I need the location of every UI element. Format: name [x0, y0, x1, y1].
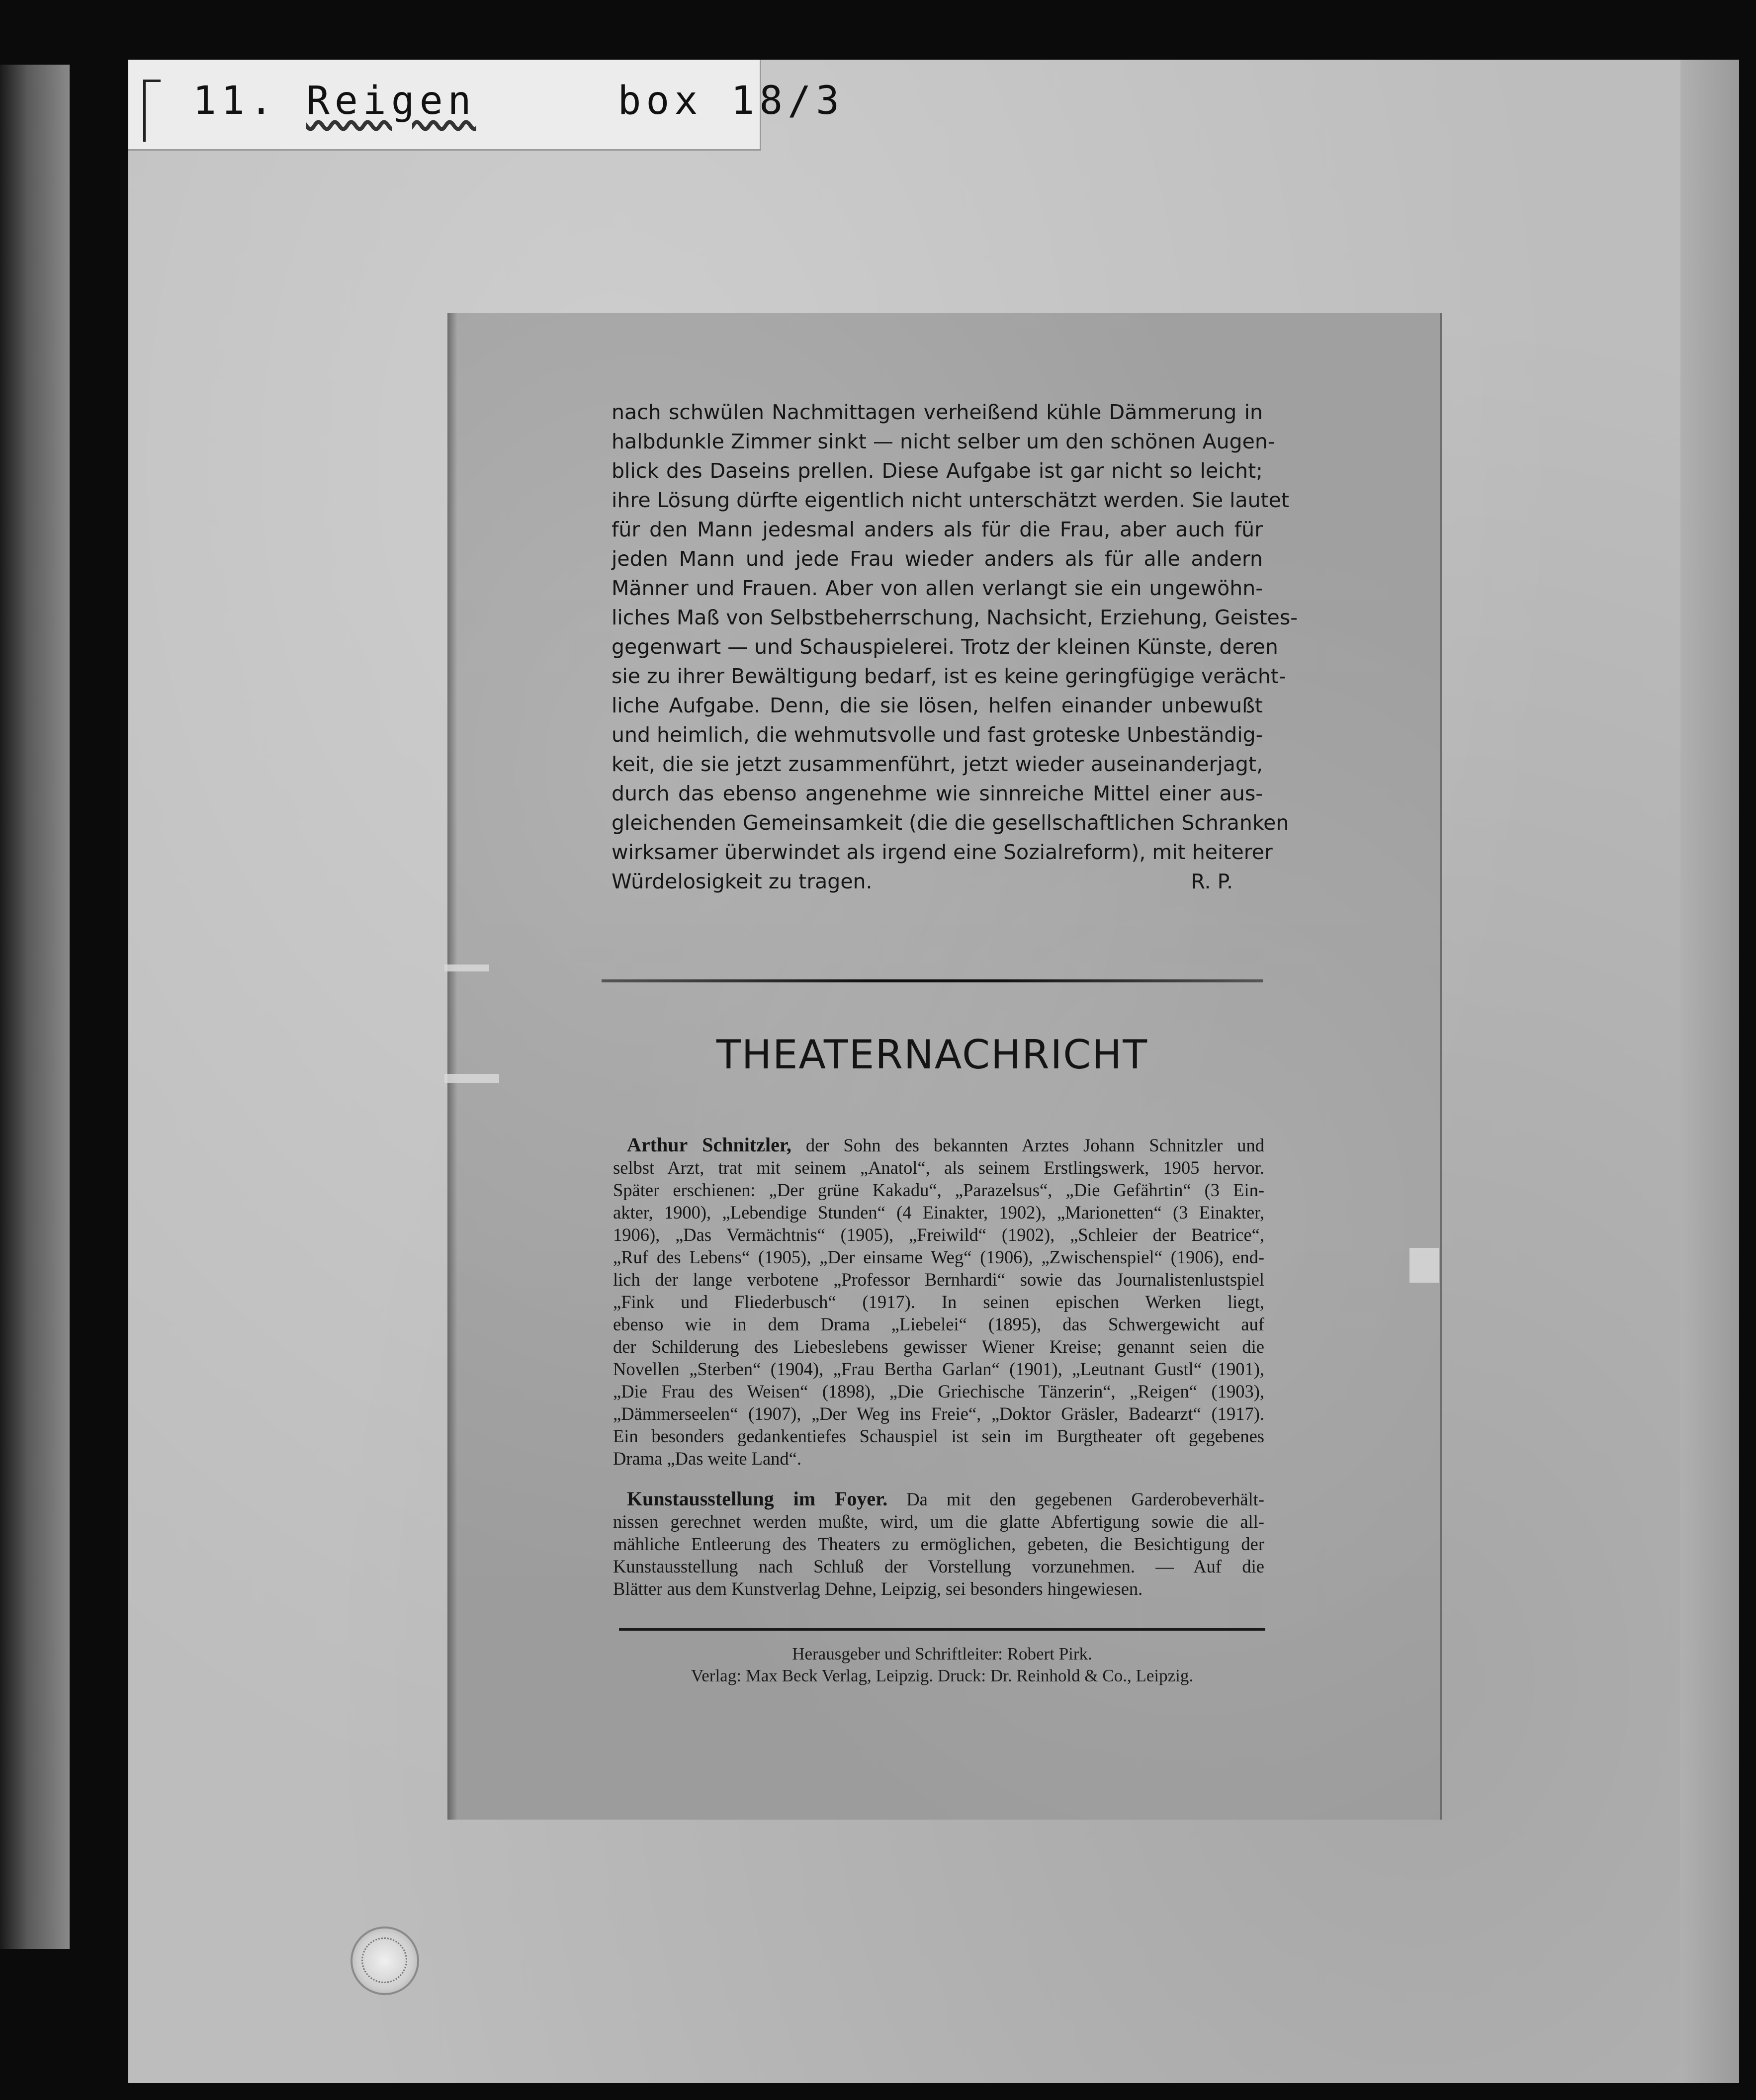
essay-line: jeden Mann und jede Frau wieder anders als für alle andern [612, 547, 1263, 571]
adjacent-page-edge [0, 65, 70, 1949]
news-line: Später erschienen: „Der grüne Kakadu“, „Parazelsus“, „Die Gefährtin“ (3 Ein- [613, 1180, 1264, 1200]
tear-mark [444, 964, 489, 971]
essay-line: für den Mann jedesmal anders als für die Frau, aber auch für [612, 518, 1263, 541]
essay-line: sie zu ihrer Bewältigung bedarf, ist es keine geringfügige verächt- [612, 664, 1286, 688]
section-heading: THEATERNACHRICHT [716, 1032, 1148, 1078]
news-line: 1906), „Das Vermächtnis“ (1905), „Freiwild“ (1902), „Schleier der Beatrice“, [613, 1225, 1264, 1245]
news-line: „Die Frau des Weisen“ (1898), „Die Griechische Tänzerin“, „Reigen“ (1903), [613, 1381, 1264, 1401]
news-line [613, 1488, 1264, 1510]
news-line: selbst Arzt, trat mit seinem „Anatol“, als seinem Erstlingswerk, 1905 hervor. [613, 1157, 1264, 1178]
news-line: akter, 1900), „Lebendige Stunden“ (4 Einakter, 1902), „Marionetten“ (3 Einakter, [613, 1202, 1264, 1223]
news-line: „Dämmerseelen“ (1907), „Der Weg ins Freie“, „Doktor Gräsler, Badearzt“ (1917). [613, 1403, 1264, 1424]
news-line: lich der lange verbotene „Professor Bernhardi“ sowie das Journalistenlustspiel [613, 1269, 1264, 1290]
news-line: Novellen „Sterben“ (1904), „Frau Bertha Garlan“ (1901), „Leutnant Gustl“ (1901), [613, 1359, 1264, 1379]
imprint-publisher: Verlag: Max Beck Verlag, Leipzig. Druck: Dr. Reinhold & Co., Leipzig. [691, 1666, 1194, 1685]
news-line: mähliche Entleerung des Theaters zu ermöglichen, gebeten, die Besichtigung der [613, 1534, 1264, 1554]
tear-mark [1409, 1248, 1439, 1283]
program-page [447, 313, 1442, 1820]
essay-text [612, 398, 1298, 896]
imprint-divider [619, 1628, 1265, 1631]
corner-mark-icon [143, 80, 161, 142]
schnitzler-paragraph [613, 1156, 1264, 1447]
essay-line: durch das ebenso angenehme wie sinnreiche Mittel einer aus- [612, 782, 1263, 805]
news-line: ebenso wie in dem Drama „Liebelei“ (1895), das Schwergewicht auf [613, 1314, 1264, 1334]
essay-line: nach schwülen Nachmittagen verheißend kühle Dämmerung in [612, 400, 1263, 424]
news-line: der Schilderung des Liebeslebens gewisser Wiener Kreise; genannt seien die [613, 1336, 1264, 1357]
essay-line-text: Würdelosigkeit zu tragen. [612, 870, 873, 893]
archive-label [128, 60, 845, 151]
theater-news [613, 1134, 1264, 1600]
news-line: Ein besonders gedankentiefes Schauspiel ist sein im Burgtheater oft gegebenes [613, 1426, 1264, 1446]
essay-line: wirksamer überwindet als irgend eine Sozialreform), mit heiterer [612, 840, 1273, 864]
foyer-paragraph [613, 1510, 1264, 1577]
mount-right-edge [1680, 60, 1739, 2083]
imprint [616, 1643, 1268, 1687]
news-line: Kunstausstellung nach Schluß der Vorstellung vorzunehmen. — Auf die [613, 1556, 1264, 1576]
news-line-text: Da mit den gegebenen Garderobeverhält- [906, 1489, 1265, 1509]
item-title: Reigen [306, 79, 476, 123]
essay-line: liche Aufgabe. Denn, die sie lösen, helfen einander unbewußt [612, 694, 1263, 717]
essay-line: blick des Daseins prellen. Diese Aufgabe ist gar nicht so leicht; [612, 459, 1263, 483]
tear-mark [444, 1074, 499, 1083]
essay-line [612, 867, 1263, 896]
essay-line: gleichenden Gemeinsamkeit (die die gesellschaftlichen Schranken [612, 811, 1289, 835]
essay-line: und heimlich, die wehmutsvolle und fast groteske Unbeständig- [612, 723, 1263, 747]
news-line: „Fink und Fliederbusch“ (1917). In seinen epischen Werken liegt, [613, 1292, 1264, 1312]
imprint-editor: Herausgeber und Schriftleiter: Robert Pirk. [792, 1644, 1092, 1663]
box-number: box 18/3 [617, 79, 845, 123]
essay-line: halbdunkle Zimmer sinkt — nicht selber um den schönen Augen- [612, 430, 1275, 453]
archive-stamp-icon [351, 1926, 419, 1995]
news-line: „Ruf des Lebens“ (1905), „Der einsame Weg“ (1906), „Zwischenspiel“ (1906), end- [613, 1247, 1264, 1267]
news-line [613, 1134, 1264, 1156]
essay-line: Männer und Frauen. Aber von allen verlangt sie ein ungewöhn- [612, 576, 1263, 600]
essay-line: keit, die sie jetzt zusammenführt, jetzt wieder auseinanderjagt, [612, 752, 1263, 776]
foyer-lead: Kunstausstellung im Foyer. [627, 1488, 888, 1510]
schnitzler-lead: Arthur Schnitzler, [627, 1134, 791, 1156]
essay-signature: R. P. [1191, 870, 1233, 893]
essay-line: gegenwart — und Schauspielerei. Trotz der kleinen Künste, deren [612, 635, 1278, 659]
section-divider [602, 979, 1263, 982]
essay-line: liches Maß von Selbstbeherrschung, Nachsicht, Erziehung, Geistes- [612, 606, 1298, 629]
news-line: Blätter aus dem Kunstverlag Dehne, Leipzig, sei besonders hingewiesen. [613, 1578, 1143, 1599]
essay-line: ihre Lösung dürfte eigentlich nicht unterschätzt werden. Sie lautet [612, 488, 1289, 512]
news-line: Drama „Das weite Land“. [613, 1448, 802, 1469]
news-line: nissen gerechnet werden mußte, wird, um die glatte Abfertigung sowie die all- [613, 1511, 1264, 1532]
item-number: 11. [193, 79, 278, 123]
news-line-text: der Sohn des bekannten Arztes Johann Schnitzler und [805, 1135, 1265, 1155]
archive-label-text [193, 79, 844, 123]
